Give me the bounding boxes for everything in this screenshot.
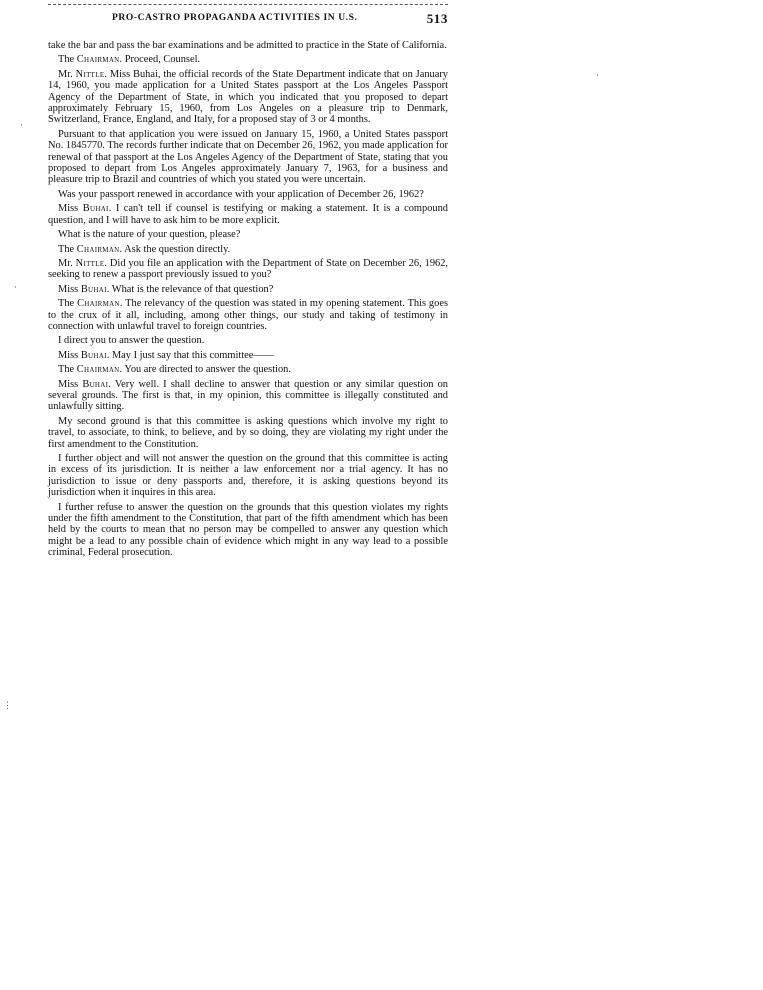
speaker-name: Buhai	[82, 378, 109, 390]
paragraph-text: Miss	[58, 283, 81, 295]
running-title: PRO-CASTRO PROPAGANDA ACTIVITIES IN U.S.	[112, 13, 358, 23]
speaker-name: Buhai	[82, 203, 109, 215]
scan-speck: ·	[596, 70, 599, 80]
paragraph-text: What is the nature of your question, please?	[58, 229, 241, 241]
paragraph	[48, 244, 448, 255]
paragraph-text: Miss	[58, 203, 83, 215]
speaker-name: Chairman	[76, 364, 120, 376]
speaker-name: Chairman	[76, 243, 120, 255]
speaker-name: Buhai	[80, 349, 107, 361]
paragraph-text: . Miss Buhai, the official records of the State Department indicate that on January 14, 1960, you made application for a United States passport at the Los Angeles Passport Agency of the Department of State, in which you indicated that you proposed to depart approximately February 15, 1960, from Los Angeles on a pleasure trip to Denmark, Switzerland, France, England, and Italy, for a proposed stay of 3 or 4 months.	[48, 68, 448, 126]
paragraph-text: Pursuant to that application you were issued on January 15, 1960, a United States passport No. 1845770. The records further indicate that on December 26, 1962, you made application for renewal of that passport at the Los Angeles Agency of the Department of State, stating that you proposed to depart from Los Angeles approximately January 7, 1963, for a business and pleasure trip to Brazil and countries of which you stated you were uncertain.	[48, 128, 448, 186]
paragraph-text: . You are directed to answer the question.	[119, 364, 291, 376]
scan-speck: ⋮	[3, 700, 12, 710]
paragraph	[48, 416, 448, 450]
paragraph	[48, 69, 448, 126]
document-body	[48, 40, 448, 562]
paragraph-text: . The relevancy of the question was stated in my opening statement. This goes to the crux of it all, including, among other things, our study and taking of testimony in connection with unlawful travel to foreign countries.	[48, 298, 448, 332]
paragraph-text: take the bar and pass the bar examinations and be admitted to practice in the State of California.	[48, 40, 447, 51]
speaker-name: Chairman	[76, 54, 120, 66]
paragraph-text: . Very well. I shall decline to answer that question or any similar question on several grounds. The first is that, in my opinion, this committee is illegally constituted and unlawfully sitting.	[48, 378, 449, 413]
speaker-name: Nittle	[75, 257, 105, 269]
paragraph-text: The	[58, 364, 77, 376]
paragraph-text: . Ask the question directly.	[119, 243, 231, 255]
paragraph	[48, 453, 448, 499]
speaker-name: Buhai	[80, 283, 107, 295]
paragraph-text: . May I just say that this committee——	[106, 349, 275, 361]
paragraph	[48, 203, 448, 226]
paragraph	[48, 189, 448, 200]
paragraph	[48, 258, 448, 281]
paragraph-text: . Did you file an application with the Department of State on December 26, 1962, seeking to renew a passport previously issued to you?	[48, 257, 449, 281]
paragraph	[48, 298, 448, 332]
paragraph-text: The	[58, 243, 77, 255]
paragraph-text: . What is the relevance of that question?	[106, 283, 274, 295]
paragraph-text: Was your passport renewed in accordance with your application of December 26, 1962?	[58, 188, 424, 200]
paragraph	[48, 335, 448, 346]
top-rule	[48, 4, 448, 5]
speaker-name: Chairman	[77, 298, 120, 310]
paragraph	[48, 364, 448, 375]
document-page	[48, 0, 448, 720]
paragraph-text: . I can't tell if counsel is testifying or making a statement. It is a compound question, and I will have to ask him to be more explicit.	[48, 203, 448, 226]
scan-speck: ·	[14, 282, 17, 292]
paragraph	[48, 129, 448, 186]
paragraph-text: Miss	[58, 349, 81, 361]
paragraph	[48, 54, 448, 65]
paragraph	[48, 40, 448, 51]
paragraph-text: Mr.	[58, 68, 76, 80]
paragraph	[48, 229, 448, 240]
paragraph	[48, 502, 448, 559]
paragraph	[48, 350, 448, 361]
paragraph-text: Mr.	[58, 257, 76, 269]
paragraph-text: Miss	[58, 378, 83, 390]
paragraph-text: The	[58, 54, 77, 66]
paragraph-text: The	[58, 298, 78, 310]
paragraph-text: . Proceed, Counsel.	[119, 54, 201, 66]
speaker-name: Nittle	[75, 68, 105, 80]
paragraph	[48, 379, 448, 413]
paragraph-text: I further refuse to answer the question on the grounds that this question violates my rights under the fifth amendment to the Constitution, that part of the fifth amendment which has been held by the courts to mean that no person may be compelled to answer any question which might be a lead to any possible chain of evidence which might in any way lead to a possible criminal, Federal prosecution.	[48, 501, 448, 559]
scan-speck: ·	[20, 120, 23, 130]
page-number: 513	[426, 11, 448, 26]
paragraph-text: I further object and will not answer the question on the ground that this committee is acting in excess of its jurisdiction. It is neither a law enforcement nor a trial agency. It has no jurisdiction to issue or deny passports and, therefore, it is asking questions beyond its jurisdiction when it inquires in this area.	[48, 453, 448, 499]
paragraph	[48, 284, 448, 295]
page-header	[48, 13, 448, 29]
paragraph-text: I direct you to answer the question.	[58, 335, 205, 347]
paragraph-text: My second ground is that this committee is asking questions which involve my right to travel, to associate, to think, to believe, and by so doing, they are violating my right under the first amendment to the Constitution.	[48, 415, 448, 450]
